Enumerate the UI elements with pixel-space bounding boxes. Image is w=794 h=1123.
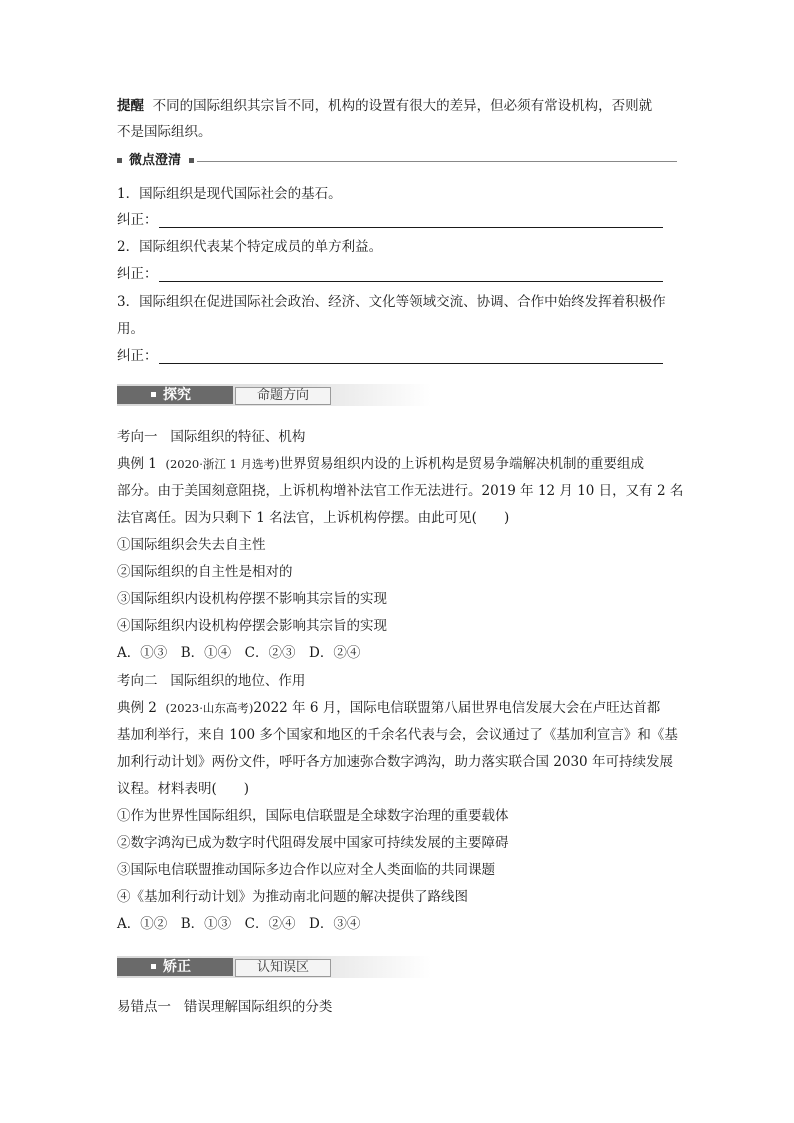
topic-2-heading [117,671,305,691]
banner-sub-label: 认知误区 [256,960,309,975]
square-bullet-icon [117,158,122,163]
square-bullet-icon [151,964,156,969]
section-banner-correct [117,956,431,978]
example-1-option-1: ①国际组织会失去自主性 [117,537,266,553]
example-2-line-1 [117,698,660,718]
section-banner-explore [117,384,431,406]
correct-blank-2[interactable] [159,281,663,282]
example-1-option-4: ④国际组织内设机构停摆会影响其宗旨的实现 [117,618,387,634]
example-1-line-2: 部分。由于美国刻意阻挠，上诉机构增补法官工作无法进行。2019 年 12 月 10 日，又有 2 名 [117,483,684,499]
error-point-1-title: 错误理解国际组织的分类 [183,999,333,1015]
topic-2-title: 国际组织的地位、作用 [170,673,306,689]
correct-label-3: 纠正： [117,348,158,364]
example-2-option-4: ④《基加利行动计划》为推动南北问题的解决提供了路线图 [117,889,468,905]
clarify-item-1: 1．国际组织是现代国际社会的基石。 [117,186,342,202]
example-1-label: 典例 1 [117,456,157,472]
error-point-1-heading [117,997,332,1017]
example-2-label: 典例 2 [117,700,157,716]
tip-line-2: 不是国际组织。 [117,124,212,140]
banner-main-label: 探究 [163,387,191,403]
clarify-item-3-cont: 用。 [117,321,144,337]
topic-1-label: 考向一 [117,429,158,445]
example-2-source: (2023·山东高考) [165,701,254,715]
micro-section-header [117,151,677,171]
correct-label-1: 纠正： [117,212,158,228]
clarify-item-2: 2．国际组织代表某个特定成员的单方利益。 [117,239,383,255]
square-bullet-icon [189,158,194,163]
example-2-option-3: ③国际电信联盟推动国际多边合作以应对全人类面临的共同课题 [117,862,495,878]
example-2-line-4: 议程。材料表明( ) [117,781,250,797]
example-1-choices: A．①③ B．①④ C．②③ D．②④ [117,645,361,661]
square-bullet-icon [151,392,156,397]
example-2-line-2: 基加利举行，来自 100 多个国家和地区的千余名代表与会，会议通过了《基加利宣言》和《基 [117,727,678,743]
example-2-choices: A．①② B．①③ C．②④ D．③④ [117,916,361,932]
example-2-text-1: 2022 年 6 月，国际电信联盟第八届世界电信发展大会在卢旺达首都 [253,700,661,716]
banner-main-label: 矫正 [163,959,191,975]
topic-1-heading [117,427,305,447]
example-2-line-3: 加利行动计划》两份文件，呼吁各方加速弥合数字鸿沟，助力落实联合国 2030 年可持续发展 [117,754,673,770]
tip-label: 提醒 [117,98,144,114]
correct-blank-3[interactable] [159,363,663,364]
correct-blank-1[interactable] [159,227,663,228]
example-1-source: (2020·浙江 1 月选考) [165,457,280,471]
example-1-line-3: 法官离任。因为只剩下 1 名法官，上诉机构停摆。由此可见( ) [117,510,510,526]
divider-line [197,161,677,162]
banner-sub-label: 命题方向 [256,388,309,403]
clarify-item-3: 3．国际组织在促进国际社会政治、经济、文化等领域交流、协调、合作中始终发挥着积极作 [117,294,666,310]
micro-section-title: 微点澄清 [129,153,182,168]
topic-1-title: 国际组织的特征、机构 [170,429,306,445]
example-1-option-3: ③国际组织内设机构停摆不影响其宗旨的实现 [117,591,387,607]
tip-line-1 [117,96,652,116]
error-point-1-label: 易错点一 [117,999,171,1015]
topic-2-label: 考向二 [117,673,158,689]
example-1-option-2: ②国际组织的自主性是相对的 [117,564,293,580]
example-2-option-2: ②数字鸿沟已成为数字时代阻碍发展中国家可持续发展的主要障碍 [117,835,509,851]
example-1-line-1 [117,454,644,474]
correct-label-2: 纠正： [117,266,158,282]
example-1-text-1: 世界贸易组织内设的上诉机构是贸易争端解决机制的重要组成 [279,456,645,472]
example-2-option-1: ①作为世界性国际组织，国际电信联盟是全球数字治理的重要载体 [117,808,509,824]
tip-text-1: 不同的国际组织其宗旨不同，机构的设置有很大的差异，但必须有常设机构，否则就 [152,98,653,114]
